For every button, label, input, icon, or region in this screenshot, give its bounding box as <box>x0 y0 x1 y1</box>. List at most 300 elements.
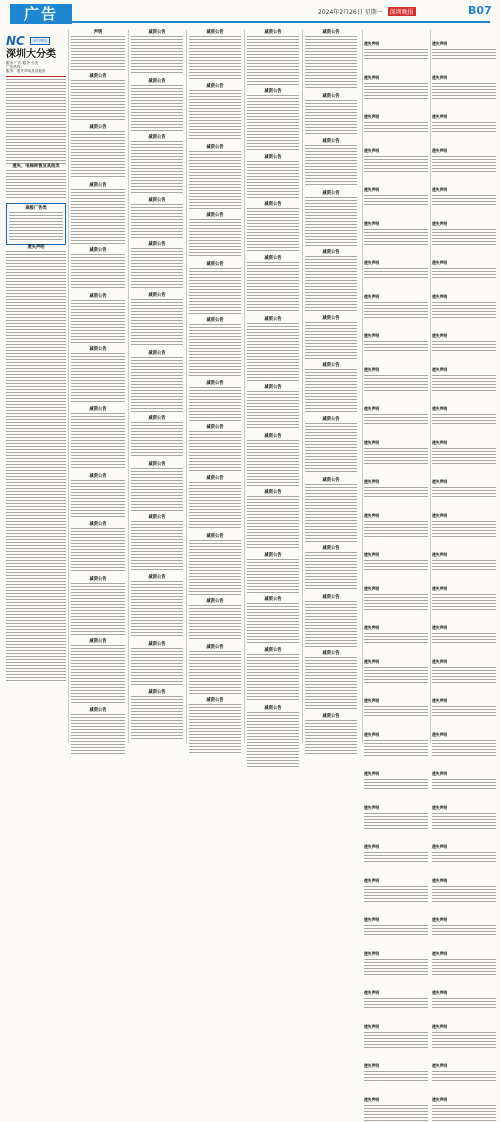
notice-title: 减资公告 <box>148 198 166 203</box>
notice-body-lines <box>247 391 299 430</box>
loss-notice-lines <box>432 560 496 572</box>
loss-notice-entry <box>432 283 496 319</box>
loss-notice-lines <box>364 633 428 645</box>
notice-body-lines <box>131 581 183 638</box>
notice-body-lines <box>247 496 299 549</box>
loss-notice-entry <box>364 979 428 1010</box>
nc-logo: NC <box>6 34 25 48</box>
notice-block <box>247 155 299 198</box>
column-6 <box>302 30 359 743</box>
loss-notice-entry <box>432 614 496 645</box>
loss-notice-prefix: 遗失声明 <box>364 187 380 192</box>
notice-block <box>71 708 125 754</box>
loss-notice-prefix: 遗失声明 <box>364 41 380 46</box>
notice-title: 减资公告 <box>264 490 282 495</box>
notice-title: 减资公告 <box>322 316 340 321</box>
loss-notice-entry <box>432 176 496 207</box>
loss-notice-entry <box>364 867 428 903</box>
notice-body-lines <box>189 387 241 421</box>
loss-notice-lines <box>364 886 428 903</box>
notice-box <box>6 203 66 245</box>
notice-title: 减资公告 <box>148 690 166 695</box>
loss-notice-lines <box>364 156 428 173</box>
loss-notice-lines <box>432 740 496 757</box>
loss-notice-prefix: 遗失声明 <box>364 878 380 883</box>
loss-notice-entry <box>432 940 496 976</box>
notice-body-lines <box>131 204 183 238</box>
loss-notice-prefix: 遗失声明 <box>432 333 448 338</box>
loss-notice-entry <box>364 721 428 757</box>
loss-notice-prefix: 遗失声明 <box>432 114 448 119</box>
notice-block <box>71 183 125 244</box>
loss-notice-prefix: 遗失声明 <box>432 294 448 299</box>
text-block-2 <box>6 170 66 200</box>
notice-body-lines <box>71 528 125 573</box>
loss-notice-prefix: 遗失声明 <box>364 698 380 703</box>
loss-notice-entry <box>432 103 496 134</box>
loss-notice-lines <box>364 852 428 864</box>
loss-notice-lines <box>432 83 496 100</box>
loss-notice-prefix: 遗失声明 <box>432 951 448 956</box>
notice-title: 减资公告 <box>264 706 282 711</box>
notice-title: 减资公告 <box>264 256 282 261</box>
text-block-1 <box>6 79 66 164</box>
notice-block <box>131 690 183 741</box>
notice-title: 减资公告 <box>264 317 282 322</box>
loss-notice-lines <box>432 521 496 538</box>
notice-body-lines <box>71 480 125 518</box>
notice-title: 减资公告 <box>89 577 107 582</box>
notice-block <box>189 476 241 530</box>
notice-body-lines <box>131 422 183 458</box>
loss-notice-entry <box>364 833 428 864</box>
column-8 <box>430 30 497 1102</box>
loss-notice-entry <box>364 614 428 645</box>
notice-title: 减资公告 <box>264 648 282 653</box>
loss-notice-entry <box>364 395 428 426</box>
loss-notice-prefix: 遗失声明 <box>364 552 380 557</box>
notice-title: 减资公告 <box>89 125 107 130</box>
loss-notice-entry <box>364 322 428 353</box>
notice-block <box>247 706 299 767</box>
loss-notice-entry <box>364 137 428 173</box>
loss-notice-entry <box>432 1013 496 1049</box>
notice-block <box>305 417 357 474</box>
notice-block <box>247 89 299 151</box>
loss-notice-prefix: 遗失声明 <box>364 1024 380 1029</box>
header-rule <box>72 21 490 23</box>
notice-title: 减资公告 <box>322 94 340 99</box>
loss-notice-lines <box>364 414 428 426</box>
notice-block <box>131 198 183 238</box>
notice-block <box>189 599 241 641</box>
notice-block <box>305 714 357 754</box>
loss-notice-entry <box>364 30 428 61</box>
loss-notice-lines <box>364 341 428 353</box>
notice-body-lines <box>71 353 125 403</box>
notice-block <box>247 648 299 702</box>
notice-block <box>247 256 299 313</box>
loss-notice-prefix: 遗失声明 <box>364 513 380 518</box>
loss-notice-prefix: 遗失声明 <box>432 75 448 80</box>
notice-body-lines <box>305 552 357 591</box>
loss-notice-lines <box>432 886 496 903</box>
notice-block <box>131 351 183 412</box>
notice-body-lines <box>71 583 125 635</box>
notice-title: 减资公告 <box>264 385 282 390</box>
notice-title: 减资公告 <box>148 242 166 247</box>
notice-body-lines <box>189 431 241 472</box>
loss-notice-entry <box>432 356 496 392</box>
loss-notice-lines <box>432 49 496 61</box>
notice-body-lines <box>189 36 241 80</box>
loss-notice-entry <box>432 137 496 173</box>
loss-notice-prefix: 遗失声明 <box>364 625 380 630</box>
notice-title: 减资公告 <box>322 191 340 196</box>
box-lines <box>9 212 63 242</box>
loss-notice-prefix: 遗失声明 <box>364 844 380 849</box>
info-line-2: 广告热线： <box>6 65 24 70</box>
loss-notice-entry <box>432 322 496 353</box>
loss-notice-prefix: 遗失声明 <box>432 260 448 265</box>
loss-notice-prefix: 遗失声明 <box>432 805 448 810</box>
loss-notice-lines <box>432 813 496 830</box>
loss-notice-entry <box>364 541 428 572</box>
notice-title: 减资公告 <box>148 642 166 647</box>
notice-body-lines <box>247 95 299 151</box>
column-7 <box>362 30 429 1102</box>
notice-block <box>189 84 241 141</box>
notice-block <box>71 407 125 470</box>
notice-block <box>189 213 241 258</box>
notice-title: 减资公告 <box>148 462 166 467</box>
loss-notice-prefix: 遗失声明 <box>432 698 448 703</box>
loss-notice-lines <box>432 594 496 611</box>
loss-notice-entry <box>364 283 428 319</box>
notice-block <box>71 125 125 179</box>
notice-body-lines <box>71 645 125 704</box>
loss-notice-lines <box>364 594 428 611</box>
notice-title: 减资公告 <box>264 89 282 94</box>
loss-notice-entry <box>364 648 428 684</box>
notice-block <box>305 595 357 647</box>
notice-title: 减资公告 <box>264 155 282 160</box>
notice-title: 减资公告 <box>206 318 224 323</box>
notice-body-lines <box>131 357 183 412</box>
loss-notice-prefix: 遗失声明 <box>364 440 380 445</box>
notice-title: 减资公告 <box>264 202 282 207</box>
column-2 <box>68 30 127 743</box>
notice-title: 减资公告 <box>89 407 107 412</box>
loss-notice-entry <box>364 794 428 830</box>
loss-notice-lines <box>432 852 496 864</box>
loss-notice-prefix: 遗失声明 <box>432 367 448 372</box>
notice-block <box>131 30 183 75</box>
notice-body-lines <box>305 720 357 754</box>
loss-notice-prefix: 遗失声明 <box>364 586 380 591</box>
loss-notice-entry <box>364 1052 428 1083</box>
loss-notice-prefix: 遗失声明 <box>432 148 448 153</box>
notice-body-lines <box>189 268 241 314</box>
notice-title: 减资公告 <box>206 262 224 267</box>
notice-block <box>189 534 241 595</box>
loss-notice-prefix: 遗失声明 <box>364 1063 380 1068</box>
notice-title: 减资公告 <box>148 416 166 421</box>
notice-body-lines <box>247 161 299 198</box>
loss-notice-prefix: 遗失声明 <box>432 513 448 518</box>
loss-notice-prefix: 遗失声明 <box>432 990 448 995</box>
loss-notice-prefix: 遗失声明 <box>432 41 448 46</box>
loss-notice-lines <box>364 925 428 937</box>
notice-title: 减资公告 <box>148 79 166 84</box>
loss-notice-lines <box>432 156 496 173</box>
loss-notice-entry <box>364 429 428 465</box>
notice-title: 减资公告 <box>148 351 166 356</box>
loss-notice-entry <box>432 1086 496 1122</box>
loss-notice-prefix: 遗失声明 <box>364 771 380 776</box>
brand-title: 深圳大分类 <box>6 49 56 60</box>
loss-notice-lines <box>364 268 428 280</box>
loss-notice-entry <box>432 30 496 61</box>
loss-notice-lines <box>364 521 428 538</box>
notice-title: 减资公告 <box>206 645 224 650</box>
notice-title: 减资公告 <box>322 30 340 35</box>
notice-block <box>189 318 241 377</box>
notice-title: 减资公告 <box>148 575 166 580</box>
notice-body-lines <box>71 300 125 343</box>
notice-title: 减资公告 <box>322 363 340 368</box>
loss-notice-entry <box>364 356 428 392</box>
notice-title: 减资公告 <box>264 597 282 602</box>
notice-block <box>305 478 357 542</box>
notice-body-lines <box>305 145 357 187</box>
loss-notice-prefix: 遗失声明 <box>432 552 448 557</box>
notice-title-1: 遗失、电梯转售及其他类 <box>12 163 60 169</box>
notice-body-lines <box>305 423 357 474</box>
loss-notice-lines <box>364 667 428 684</box>
loss-notice-prefix: 遗失声明 <box>432 187 448 192</box>
loss-notice-lines <box>432 448 496 465</box>
notice-title: 减资公告 <box>264 434 282 439</box>
notice-block <box>131 515 183 571</box>
notice-block <box>131 416 183 458</box>
loss-notice-entry <box>364 210 428 246</box>
notice-block <box>71 522 125 573</box>
loss-notice-lines <box>432 487 496 499</box>
loss-notice-lines <box>432 998 496 1010</box>
notice-block <box>305 94 357 135</box>
column-4 <box>186 30 243 743</box>
notice-body-lines <box>305 369 357 413</box>
loss-notice-lines <box>364 740 428 757</box>
loss-notice-entry <box>364 502 428 538</box>
loss-notice-entry <box>364 940 428 976</box>
loss-notice-entry <box>432 64 496 100</box>
notice-block <box>305 546 357 591</box>
notice-block <box>71 577 125 635</box>
notice-body-lines <box>71 36 125 70</box>
notice-body-lines <box>305 197 357 246</box>
notice-title: 减资公告 <box>322 250 340 255</box>
notice-body-lines <box>189 704 241 754</box>
loss-notice-lines <box>432 1105 496 1122</box>
brand-mini-badge: 深圳晚报 <box>31 37 48 43</box>
notice-body-lines <box>247 262 299 313</box>
loss-notice-entry <box>432 468 496 499</box>
loss-notice-lines <box>364 998 428 1010</box>
notice-title: 减资公告 <box>89 639 107 644</box>
loss-notice-entry <box>364 687 428 718</box>
loss-notice-lines <box>364 49 428 61</box>
loss-notice-lines <box>432 706 496 718</box>
loss-notice-entry <box>432 541 496 572</box>
notice-block <box>131 135 183 194</box>
notice-block <box>131 79 183 131</box>
loss-notice-prefix: 遗失声明 <box>364 148 380 153</box>
loss-notice-entry <box>432 648 496 684</box>
page-header <box>0 0 500 26</box>
notice-block <box>189 425 241 472</box>
notice-block <box>71 248 125 290</box>
notice-block <box>189 145 241 209</box>
loss-notice-entry <box>432 575 496 611</box>
notice-title: 减资公告 <box>322 417 340 422</box>
loss-notice-prefix: 遗失声明 <box>364 479 380 484</box>
loss-notice-lines <box>364 448 428 465</box>
loss-notice-prefix: 遗失声明 <box>364 951 380 956</box>
notice-block <box>305 139 357 187</box>
notice-block <box>305 191 357 246</box>
notice-body-lines <box>247 603 299 644</box>
loss-notice-entry <box>432 395 496 426</box>
notice-block <box>131 293 183 347</box>
notice-block <box>131 462 183 511</box>
notice-title: 减资公告 <box>322 651 340 656</box>
loss-notice-entry <box>432 249 496 280</box>
notice-block <box>71 474 125 518</box>
notice-body-lines <box>189 651 241 694</box>
notice-title: 减资公告 <box>89 474 107 479</box>
loss-notice-lines <box>364 560 428 572</box>
notice-block <box>71 30 125 70</box>
notice-title: 减资公告 <box>89 294 107 299</box>
notice-block <box>189 645 241 694</box>
notice-body-lines <box>305 657 357 710</box>
notice-block <box>305 250 357 312</box>
notice-title: 减资公告 <box>322 139 340 144</box>
notice-body-lines <box>247 323 299 381</box>
loss-notice-lines <box>364 1071 428 1083</box>
notice-title: 减资公告 <box>89 248 107 253</box>
loss-notice-lines <box>432 195 496 207</box>
notice-title: 减资公告 <box>206 425 224 430</box>
loss-notice-entry <box>432 794 496 830</box>
loss-notice-lines <box>432 375 496 392</box>
loss-notice-entry <box>432 979 496 1010</box>
info-line-1: 服务 厂告 服务 分类 <box>6 61 39 65</box>
notice-block <box>247 490 299 549</box>
notice-block <box>247 553 299 593</box>
notice-title: 减资公告 <box>89 74 107 79</box>
notice-body-lines <box>305 601 357 647</box>
loss-notice-lines <box>432 633 496 645</box>
loss-notice-lines <box>364 375 428 392</box>
notice-block <box>247 434 299 486</box>
notice-body-lines <box>131 521 183 571</box>
header-meta <box>318 7 416 16</box>
loss-notice-prefix: 遗失声明 <box>432 844 448 849</box>
loss-notice-entry <box>432 1052 496 1083</box>
loss-notice-prefix: 遗失声明 <box>432 440 448 445</box>
loss-notice-entry <box>432 906 496 937</box>
notice-body-lines <box>189 151 241 209</box>
loss-notice-entry <box>364 249 428 280</box>
notice-title: 减资公告 <box>322 546 340 551</box>
loss-notice-prefix: 遗失声明 <box>364 221 380 226</box>
text-block-3 <box>6 251 66 681</box>
loss-notice-prefix: 遗失声明 <box>364 294 380 299</box>
loss-notice-prefix: 遗失声明 <box>364 367 380 372</box>
notice-title: 减资公告 <box>206 476 224 481</box>
notice-block <box>189 698 241 754</box>
loss-notice-lines <box>364 195 428 207</box>
notice-body-lines <box>189 90 241 141</box>
loss-notice-prefix: 遗失声明 <box>432 1097 448 1102</box>
loss-notice-entry <box>432 210 496 246</box>
loss-notice-lines <box>364 487 428 499</box>
notice-block <box>247 597 299 644</box>
loss-notice-lines <box>364 706 428 718</box>
loss-notice-prefix: 遗失声明 <box>432 1024 448 1029</box>
loss-notice-lines <box>432 779 496 791</box>
loss-notice-entry <box>432 760 496 791</box>
notice-block <box>131 642 183 686</box>
notice-title: 减资公告 <box>322 478 340 483</box>
notice-block <box>247 317 299 381</box>
notice-title: 减资公告 <box>89 183 107 188</box>
loss-notice-lines <box>432 302 496 319</box>
notice-title: 减资公告 <box>148 135 166 140</box>
loss-notice-lines <box>364 813 428 830</box>
loss-notice-lines <box>364 83 428 100</box>
notice-block <box>189 381 241 421</box>
notice-block <box>189 30 241 80</box>
notice-body-lines <box>131 85 183 131</box>
notice-body-lines <box>247 559 299 593</box>
loss-notice-entry <box>432 429 496 465</box>
notice-block <box>71 294 125 343</box>
notice-body-lines <box>131 299 183 347</box>
notice-body-lines <box>189 219 241 258</box>
notice-body-lines <box>305 100 357 135</box>
loss-notice-entry <box>364 64 428 100</box>
divider <box>6 76 66 77</box>
notice-block <box>305 316 357 359</box>
loss-notice-prefix: 遗失声明 <box>364 114 380 119</box>
notice-body-lines <box>247 36 299 85</box>
notice-title: 减资公告 <box>206 213 224 218</box>
loss-notice-lines <box>432 341 496 353</box>
loss-notice-prefix: 遗失声明 <box>432 732 448 737</box>
notice-block <box>71 74 125 121</box>
loss-notice-prefix: 遗失声明 <box>432 1063 448 1068</box>
notice-block <box>71 639 125 704</box>
issue-date: 2024年2月26日 <box>318 9 363 16</box>
loss-notice-lines <box>432 667 496 684</box>
notice-title: 减资公告 <box>206 30 224 35</box>
loss-notice-lines <box>432 925 496 937</box>
loss-notice-prefix: 遗失声明 <box>432 771 448 776</box>
